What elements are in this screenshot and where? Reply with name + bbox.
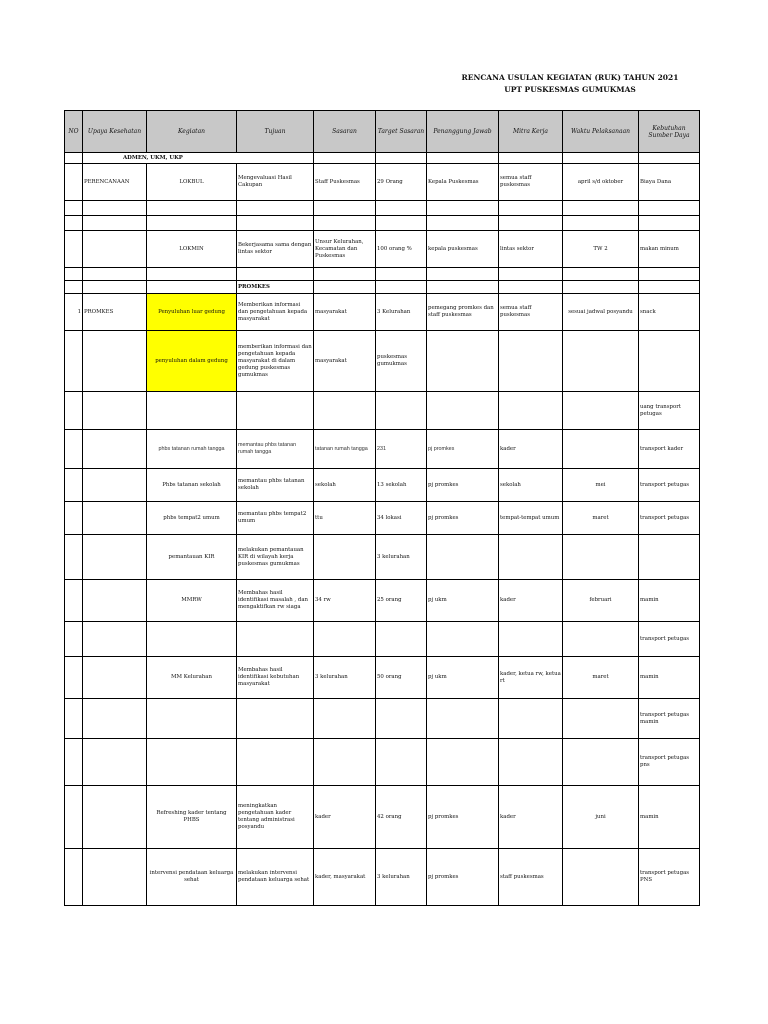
cell-tujuan <box>237 699 314 739</box>
cell-kegiatan: LOKBUL <box>147 164 237 201</box>
cell-kegiatan: intervensi pendataan keluarga sehat <box>147 849 237 906</box>
cell-penanggung: Kepala Puskesmas <box>427 164 499 201</box>
cell-penanggung: pj ukm <box>427 580 499 622</box>
cell-waktu: TW 2 <box>563 231 639 268</box>
cell-sasaran: masyarakat <box>314 294 376 331</box>
cell-kebutuhan: snack <box>639 294 700 331</box>
cell-penanggung: pj promkes <box>427 849 499 906</box>
cell-target: 13 sekolah <box>376 469 427 502</box>
cell-kebutuhan: mamin <box>639 657 700 699</box>
cell-waktu: februari <box>563 580 639 622</box>
cell-waktu: maret <box>563 502 639 535</box>
table-row <box>65 294 700 331</box>
cell-sasaran <box>314 622 376 657</box>
cell-sasaran: tatanan rumah tangga <box>314 430 376 469</box>
cell-no <box>65 580 83 622</box>
cell-tujuan: Membahas hasil identifikasi kebutuhan masyarakat <box>237 657 314 699</box>
table-row <box>65 331 700 392</box>
col-mitra: Mitra Kerja <box>499 111 563 153</box>
table-row <box>65 430 700 469</box>
table-row <box>65 392 700 430</box>
table-row <box>65 231 700 268</box>
cell-tujuan: memberikan informasi dan pengetahuan kepada masyarakat di dalam gedung puskesmas gumukmas <box>237 331 314 392</box>
document-title <box>380 72 760 96</box>
cell-kebutuhan: mamin <box>639 580 700 622</box>
cell-penanggung <box>427 331 499 392</box>
cell-no: 1 <box>65 294 83 331</box>
cell-penanggung <box>427 535 499 580</box>
table-row <box>65 535 700 580</box>
cell-mitra <box>499 392 563 430</box>
title-line-1: RENCANA USULAN KEGIATAN (RUK) TAHUN 2021 <box>461 73 679 82</box>
cell-upaya <box>83 786 147 849</box>
col-upaya: Upaya Kesehatan <box>83 111 147 153</box>
ruk-table <box>64 110 700 906</box>
cell-tujuan <box>237 622 314 657</box>
cell-no <box>65 231 83 268</box>
cell-kebutuhan: transport petugas <box>639 502 700 535</box>
cell-waktu <box>563 535 639 580</box>
cell-kegiatan: Penyuluhan luar gedung <box>147 294 237 331</box>
cell-target: 50 orang <box>376 657 427 699</box>
cell-target: 3 kelurahan <box>376 535 427 580</box>
cell-penanggung <box>427 622 499 657</box>
cell-target <box>376 622 427 657</box>
cell-no <box>65 164 83 201</box>
cell-mitra <box>499 622 563 657</box>
cell-target <box>376 392 427 430</box>
cell-sasaran <box>314 535 376 580</box>
cell-kegiatan: LOKMIN <box>147 231 237 268</box>
cell-mitra <box>499 535 563 580</box>
cell-target: 3 kelurahan <box>376 849 427 906</box>
cell-upaya <box>83 331 147 392</box>
cell-sasaran: ttu <box>314 502 376 535</box>
cell-kebutuhan: transport petugas pns <box>639 739 700 786</box>
cell-sasaran <box>314 392 376 430</box>
cell-waktu: april s/d oktober <box>563 164 639 201</box>
table-row <box>65 622 700 657</box>
cell-sasaran: masyarakat <box>314 331 376 392</box>
cell-target <box>376 699 427 739</box>
cell-sasaran <box>314 739 376 786</box>
cell-sasaran: Staff Puskesmas <box>314 164 376 201</box>
table-row <box>65 153 700 164</box>
cell-no <box>65 392 83 430</box>
cell-upaya <box>83 231 147 268</box>
cell-sasaran: sekolah <box>314 469 376 502</box>
cell-no <box>65 699 83 739</box>
section-label: ADMEN, UKM, UKP <box>83 153 314 164</box>
cell-mitra: kader <box>499 786 563 849</box>
title-line-2: UPT PUSKESMAS GUMUKMAS <box>504 85 636 94</box>
table-row <box>65 849 700 906</box>
cell-target <box>376 739 427 786</box>
cell-waktu: sesuai jadwal posyandu <box>563 294 639 331</box>
cell-upaya <box>83 469 147 502</box>
cell-kegiatan <box>147 392 237 430</box>
col-waktu: Waktu Pelaksanaan <box>563 111 639 153</box>
cell-upaya <box>83 699 147 739</box>
cell-tujuan: Memberikan informasi dan pengetahuan kepada masyarakat <box>237 294 314 331</box>
cell-kebutuhan: transport petugas <box>639 469 700 502</box>
cell-upaya: PROMKES <box>83 294 147 331</box>
cell-waktu <box>563 392 639 430</box>
cell-penanggung: pemegang promkes dan staff puskesmas <box>427 294 499 331</box>
cell-tujuan: memantau phbs tatanan rumah tangga <box>237 430 314 469</box>
cell-target: 231 <box>376 430 427 469</box>
cell-upaya <box>83 535 147 580</box>
cell-waktu <box>563 849 639 906</box>
cell-kebutuhan: uang transport petugas <box>639 392 700 430</box>
cell-upaya <box>83 657 147 699</box>
cell-upaya <box>83 392 147 430</box>
cell-tujuan: Mengevaluasi Hasil Cakupan <box>237 164 314 201</box>
col-no: NO <box>65 111 83 153</box>
cell-no <box>65 430 83 469</box>
table-row <box>65 268 700 281</box>
table-row <box>65 281 700 294</box>
cell-no <box>65 657 83 699</box>
cell-upaya <box>83 430 147 469</box>
cell-kegiatan: Refreshing kader tentang PHBS <box>147 786 237 849</box>
cell-mitra: kader, ketua rw, ketua rt <box>499 657 563 699</box>
cell-penanggung: pj promkes <box>427 786 499 849</box>
cell-penanggung: pj ukm <box>427 657 499 699</box>
cell-tujuan: Membahas hasil identifikasi masalah , dan mengaktifkan rw siaga <box>237 580 314 622</box>
cell-kebutuhan: mamin <box>639 786 700 849</box>
table-row <box>65 580 700 622</box>
header-row <box>65 111 700 153</box>
cell-mitra <box>499 699 563 739</box>
cell-kegiatan: penyuluhan dalam gedung <box>147 331 237 392</box>
cell-mitra: tempat-tempat umum <box>499 502 563 535</box>
cell-upaya <box>83 580 147 622</box>
cell-penanggung: pj promkes <box>427 430 499 469</box>
cell-upaya <box>83 849 147 906</box>
cell-mitra <box>499 331 563 392</box>
cell-waktu: juni <box>563 786 639 849</box>
cell-sasaran: kader, masyarakat <box>314 849 376 906</box>
cell-sasaran: kader <box>314 786 376 849</box>
cell-kegiatan: pemantauan KIR <box>147 535 237 580</box>
cell-mitra: staff puskesmas <box>499 849 563 906</box>
cell-mitra: semua staff puskesmas <box>499 294 563 331</box>
col-sasaran: Sasaran <box>314 111 376 153</box>
cell-penanggung <box>427 699 499 739</box>
cell-no <box>65 331 83 392</box>
table-row <box>65 786 700 849</box>
col-tujuan: Tujuan <box>237 111 314 153</box>
table-row <box>65 657 700 699</box>
cell-kebutuhan: Biaya Dana <box>639 164 700 201</box>
cell-penanggung: kepala puskesmas <box>427 231 499 268</box>
cell-sasaran: 34 rw <box>314 580 376 622</box>
col-kebutuhan: Kebutuhan Sumber Daya <box>639 111 700 153</box>
cell-kebutuhan: transport petugas <box>639 622 700 657</box>
cell-waktu: mei <box>563 469 639 502</box>
cell-sasaran <box>314 699 376 739</box>
cell-mitra: kader <box>499 580 563 622</box>
cell-waktu <box>563 430 639 469</box>
cell-tujuan: memantau phbs tatanan sekolah <box>237 469 314 502</box>
cell-target: puskesmas gumukmas <box>376 331 427 392</box>
cell-target: 3 Kelurahan <box>376 294 427 331</box>
cell-target: 100 orang % <box>376 231 427 268</box>
cell-waktu: maret <box>563 657 639 699</box>
cell-upaya <box>83 739 147 786</box>
cell-tujuan <box>237 392 314 430</box>
cell-kegiatan: phbs tatanan rumah tangga <box>147 430 237 469</box>
cell-tujuan <box>237 739 314 786</box>
cell-upaya <box>83 622 147 657</box>
cell-kegiatan: MM Kelurahan <box>147 657 237 699</box>
cell-kebutuhan: transport petugas mamin <box>639 699 700 739</box>
table-row <box>65 699 700 739</box>
table-row <box>65 201 700 216</box>
cell-kebutuhan <box>639 535 700 580</box>
cell-tujuan: Bekerjasama sama dengan lintas sektor <box>237 231 314 268</box>
cell-target: 34 lokasi <box>376 502 427 535</box>
table-row <box>65 469 700 502</box>
cell-kegiatan: MMRW <box>147 580 237 622</box>
cell-tujuan: memantau phbs tempat2 umum <box>237 502 314 535</box>
cell-mitra: lintas sektor <box>499 231 563 268</box>
cell-waktu <box>563 622 639 657</box>
cell-kebutuhan: transport kader <box>639 430 700 469</box>
cell-penanggung <box>427 392 499 430</box>
cell-penanggung: pj promkes <box>427 469 499 502</box>
cell-mitra: semua staff puskesmas <box>499 164 563 201</box>
table-row <box>65 164 700 201</box>
cell-tujuan: meningkatkan pengetahuan kader tentang administrasi posyandu <box>237 786 314 849</box>
cell-waktu <box>563 739 639 786</box>
cell-no <box>65 849 83 906</box>
table-row <box>65 216 700 231</box>
cell-target: 29 Orang <box>376 164 427 201</box>
cell-target: 25 orang <box>376 580 427 622</box>
table-row <box>65 502 700 535</box>
cell-upaya: PERENCANAAN <box>83 164 147 201</box>
cell-waktu <box>563 699 639 739</box>
cell-no <box>65 622 83 657</box>
cell-no <box>65 535 83 580</box>
cell-tujuan: melakukan intervensi pendataan keluarga sehat <box>237 849 314 906</box>
cell-target: 42 orang <box>376 786 427 849</box>
cell-tujuan: melakukan pemantauan KIR di wilayah kerja puskesmas gumukmas <box>237 535 314 580</box>
cell-kegiatan: Phbs tatanan sekolah <box>147 469 237 502</box>
cell-kebutuhan <box>639 331 700 392</box>
col-kegiatan: Kegiatan <box>147 111 237 153</box>
cell-sasaran: 3 kelurahan <box>314 657 376 699</box>
table-row <box>65 739 700 786</box>
cell-penanggung: pj promkes <box>427 502 499 535</box>
cell-upaya <box>83 502 147 535</box>
cell-no <box>65 739 83 786</box>
col-target: Target Sasaran <box>376 111 427 153</box>
cell-no <box>65 502 83 535</box>
cell-kegiatan <box>147 622 237 657</box>
cell-kegiatan <box>147 699 237 739</box>
cell-penanggung <box>427 739 499 786</box>
cell-no <box>65 786 83 849</box>
cell-kegiatan <box>147 739 237 786</box>
cell-mitra: sekolah <box>499 469 563 502</box>
cell-kebutuhan: makan minum <box>639 231 700 268</box>
cell-mitra <box>499 739 563 786</box>
cell-waktu <box>563 331 639 392</box>
cell-kebutuhan: transport petugas PNS <box>639 849 700 906</box>
cell-no <box>65 469 83 502</box>
cell-kegiatan: phbs tempat2 umum <box>147 502 237 535</box>
section-label: PROMKES <box>237 281 314 294</box>
col-penanggung: Penanggung Jawab <box>427 111 499 153</box>
cell-sasaran: Unsur Kelurahan, Kecamatan dan Puskesmas <box>314 231 376 268</box>
cell-mitra: kader <box>499 430 563 469</box>
